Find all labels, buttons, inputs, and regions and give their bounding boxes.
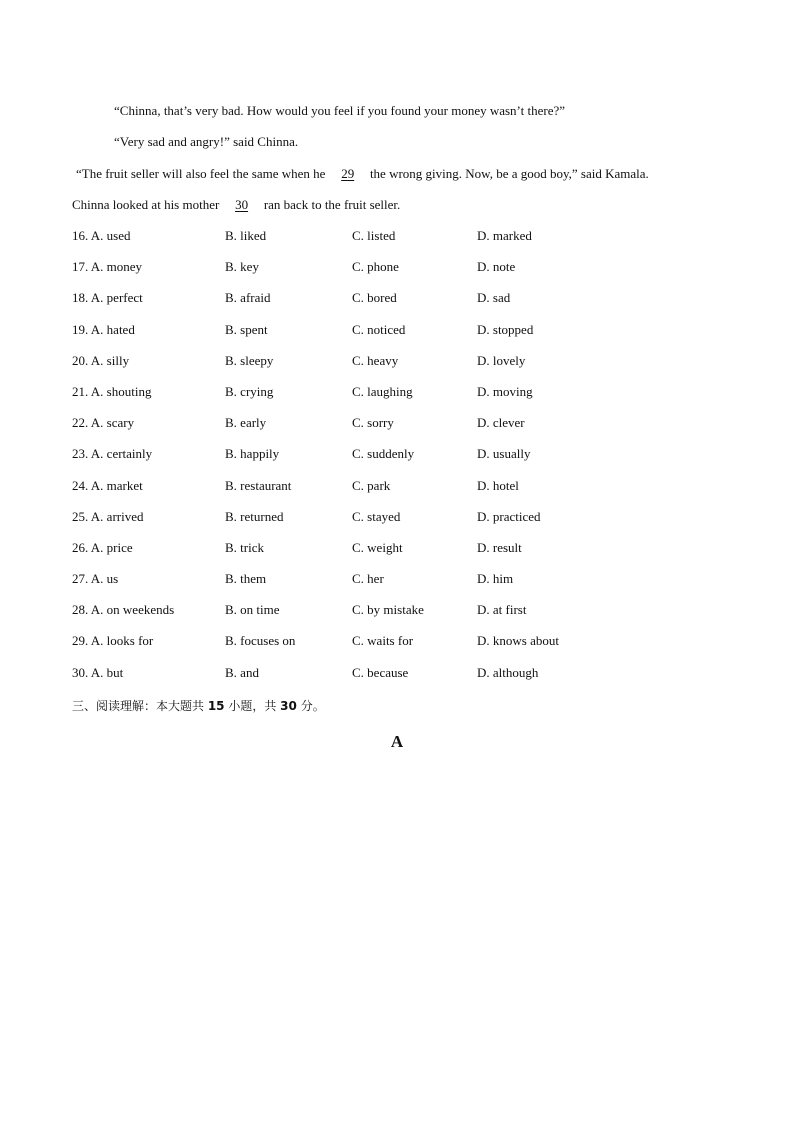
option-d: D. although: [477, 664, 539, 680]
option-b: B. happily: [225, 446, 280, 462]
option-b: B. sleepy: [225, 352, 274, 368]
option-c: C. because: [352, 664, 409, 680]
option-d: D. lovely: [477, 352, 526, 368]
option-c: C. waits for: [352, 633, 414, 649]
question-row: [72, 602, 722, 633]
option-c: C. laughing: [352, 383, 413, 399]
option-b: B. returned: [225, 508, 284, 524]
passage-letter: A: [390, 732, 404, 751]
option-d: D. moving: [477, 383, 533, 399]
section-heading-middle: 小题，共: [224, 699, 281, 713]
passage-line-1: [114, 103, 565, 119]
passage-line-2: [114, 134, 298, 150]
option-b: B. focuses on: [225, 633, 296, 649]
option-c: C. phone: [352, 259, 399, 275]
question-row: [72, 415, 722, 446]
option-a: 21. A. shouting: [72, 383, 152, 399]
option-d: D. sad: [477, 290, 511, 306]
section-question-count: 15: [207, 699, 225, 713]
question-row: [72, 633, 722, 664]
question-row: [72, 478, 722, 509]
question-row: [72, 540, 722, 571]
option-d: D. him: [477, 571, 514, 587]
option-d: D. note: [477, 259, 516, 275]
option-a: 16. A. used: [72, 228, 131, 243]
option-b: B. on time: [225, 602, 280, 618]
option-b: B. and: [225, 664, 259, 680]
section-heading: [72, 697, 325, 714]
passage-line-4: [72, 197, 400, 213]
passage-line-2-text: “Very sad and angry!” said Chinna.: [114, 134, 299, 149]
section-score: 30: [280, 699, 297, 713]
option-d: D. knows about: [477, 633, 559, 649]
option-b: B. liked: [225, 228, 267, 243]
question-row: [72, 228, 722, 259]
question-row: [72, 571, 722, 602]
option-d: D. at first: [477, 602, 527, 618]
option-b: B. restaurant: [225, 477, 292, 493]
option-a: 19. A. hated: [72, 321, 135, 337]
option-a: 24. A. market: [72, 477, 143, 493]
option-a: 29. A. looks for: [72, 633, 154, 649]
question-row: [72, 446, 722, 477]
option-a: 26. A. price: [72, 539, 133, 555]
option-a: 28. A. on weekends: [72, 602, 175, 618]
option-a: 30. A. but: [72, 664, 124, 680]
passage-line-3: [76, 166, 649, 182]
option-c: C. her: [352, 571, 384, 587]
option-c: C. listed: [352, 228, 396, 243]
option-c: C. park: [352, 477, 391, 493]
option-b: B. crying: [225, 383, 274, 399]
option-a: 20. A. silly: [72, 352, 130, 368]
option-d: D. stopped: [477, 321, 534, 337]
answer-options: [72, 228, 722, 696]
blank-30: 30: [235, 197, 249, 212]
option-a: 22. A. scary: [72, 415, 135, 431]
question-row: [72, 322, 722, 353]
passage-line-3-before: “The fruit seller will also feel the same when he: [76, 166, 329, 181]
option-a: 25. A. arrived: [72, 508, 144, 524]
question-row: [72, 259, 722, 290]
passage-line-1-text: “Chinna, that’s very bad. How would you feel if you found your money wasn’t there?”: [114, 103, 566, 118]
option-b: B. them: [225, 571, 267, 587]
option-c: C. weight: [352, 539, 403, 555]
option-c: C. sorry: [352, 415, 394, 431]
option-d: D. result: [477, 539, 522, 555]
option-d: D. practiced: [477, 508, 541, 524]
option-c: C. heavy: [352, 352, 399, 368]
option-a: 17. A. money: [72, 259, 143, 275]
question-row: [72, 290, 722, 321]
passage-line-3-after: the wrong giving. Now, be a good boy,” said Kamala.: [366, 166, 649, 181]
blank-29: 29: [341, 166, 355, 181]
option-a: 23. A. certainly: [72, 446, 153, 462]
question-row: [72, 665, 722, 696]
option-b: B. key: [225, 259, 259, 275]
option-b: B. trick: [225, 539, 264, 555]
option-c: C. stayed: [352, 508, 401, 524]
option-b: B. afraid: [225, 290, 271, 306]
option-b: B. early: [225, 415, 267, 431]
section-heading-suffix: 分。: [296, 699, 325, 713]
option-c: C. noticed: [352, 321, 406, 337]
option-d: D. clever: [477, 415, 525, 431]
passage-line-4-before: Chinna looked at his mother: [72, 197, 223, 212]
option-a: 27. A. us: [72, 571, 119, 587]
option-d: D. usually: [477, 446, 531, 462]
option-d: D. marked: [477, 228, 532, 243]
question-row: [72, 509, 722, 540]
passage-line-4-after: ran back to the fruit seller.: [260, 197, 401, 212]
question-row: [72, 353, 722, 384]
option-a: 18. A. perfect: [72, 290, 143, 306]
option-d: D. hotel: [477, 477, 519, 493]
option-c: C. bored: [352, 290, 397, 306]
option-c: C. suddenly: [352, 446, 415, 462]
question-row: [72, 384, 722, 415]
section-heading-prefix: 三、阅读理解：本大题共: [72, 699, 208, 713]
option-c: C. by mistake: [352, 602, 424, 618]
option-b: B. spent: [225, 321, 268, 337]
